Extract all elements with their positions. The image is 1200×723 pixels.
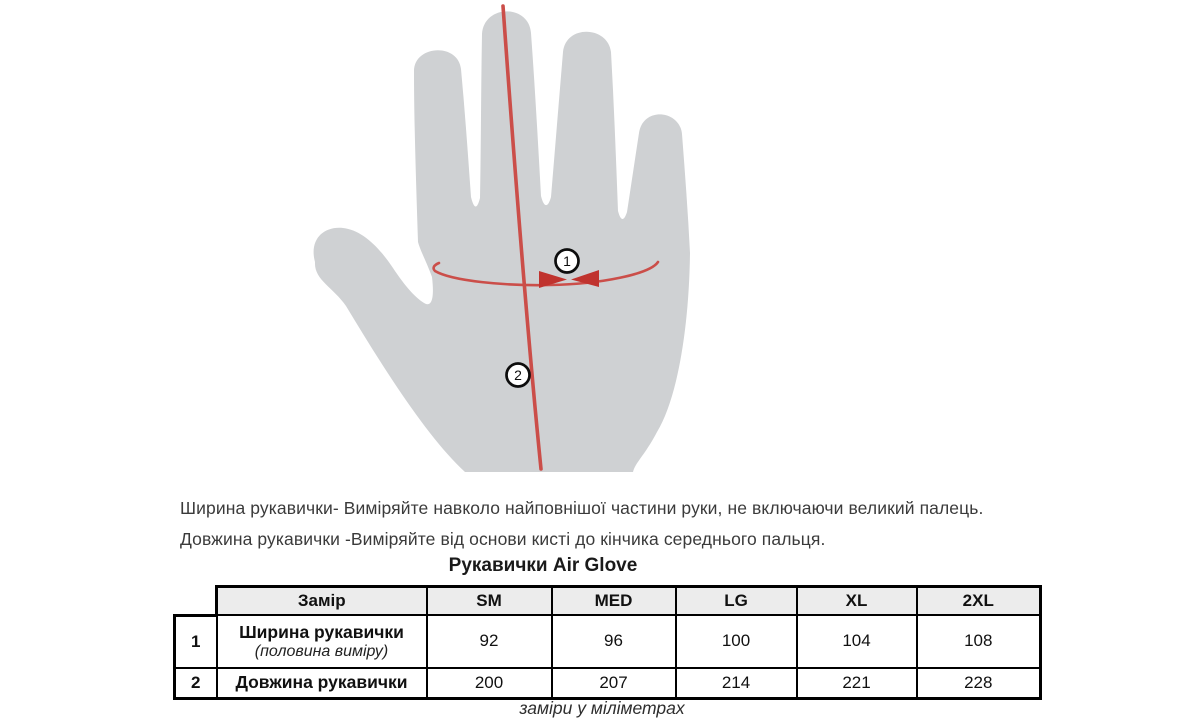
value-cell: 221 bbox=[797, 668, 917, 699]
hand-silhouette bbox=[314, 11, 690, 472]
value-cell: 104 bbox=[797, 615, 917, 668]
hand-measurement-diagram bbox=[300, 0, 720, 490]
col-header-xl: XL bbox=[797, 587, 917, 616]
value-cell: 214 bbox=[676, 668, 797, 699]
value-cell: 207 bbox=[552, 668, 676, 699]
row-label-cell bbox=[217, 668, 427, 699]
value-cell: 96 bbox=[552, 615, 676, 668]
marker-2-label: 2 bbox=[514, 367, 522, 383]
measurement-instructions bbox=[180, 493, 983, 555]
marker-2 bbox=[507, 364, 530, 387]
value-cell: 228 bbox=[917, 668, 1041, 699]
size-table bbox=[173, 585, 1042, 700]
marker-1-label: 1 bbox=[563, 253, 571, 269]
row-label: Довжина рукавички bbox=[235, 672, 408, 692]
table-title: Рукавички Air Glove bbox=[448, 555, 638, 576]
table-row bbox=[175, 668, 1041, 699]
value-cell: 100 bbox=[676, 615, 797, 668]
value-cell: 108 bbox=[917, 615, 1041, 668]
row-number: 2 bbox=[175, 668, 217, 699]
length-instruction: Довжина рукавички -Виміряйте від основи кисті до кінчика середнього пальця. bbox=[180, 529, 826, 549]
col-header-med: MED bbox=[552, 587, 676, 616]
table-corner-blank bbox=[175, 587, 217, 616]
value-cell: 92 bbox=[427, 615, 552, 668]
row-sublabel: (половина виміру) bbox=[254, 642, 389, 660]
col-header-lg: LG bbox=[676, 587, 797, 616]
col-header-measure: Замір bbox=[217, 587, 427, 616]
row-number: 1 bbox=[175, 615, 217, 668]
table-caption: заміри у міліметрах bbox=[519, 698, 685, 718]
row-label-cell bbox=[217, 615, 427, 668]
row-label: Ширина рукавички bbox=[239, 621, 404, 642]
col-header-2xl: 2XL bbox=[917, 587, 1041, 616]
value-cell: 200 bbox=[427, 668, 552, 699]
marker-1 bbox=[556, 250, 579, 273]
width-instruction: Ширина рукавички- Виміряйте навколо найповнішої частини руки, не включаючи великий палець. bbox=[180, 498, 984, 518]
col-header-sm: SM bbox=[427, 587, 552, 616]
table-header-row bbox=[175, 587, 1041, 616]
table-row bbox=[175, 615, 1041, 668]
